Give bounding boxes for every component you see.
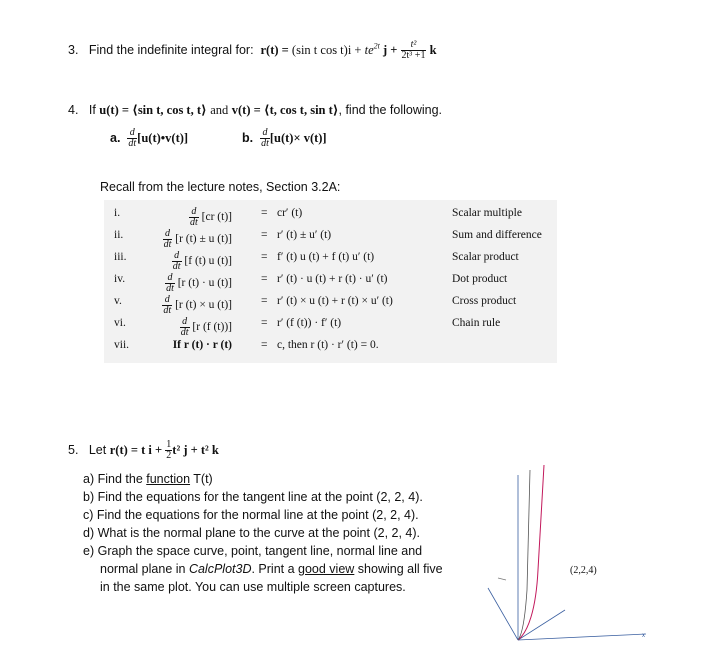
half-fraction: $\frac{1}{2}$: [166, 439, 172, 461]
y-axis: [518, 634, 646, 640]
term-3-unit: k: [426, 42, 437, 57]
list-item: d) What is the normal plane to the curve at the point (2, 2, 4).: [83, 526, 421, 540]
part-b-label: b.: [242, 130, 254, 145]
axis-label: x: [642, 633, 645, 639]
space-curve: [518, 465, 544, 640]
space-curve-graph: [470, 460, 700, 652]
v-definition: v(t) = ⟨t, cos t, sin t⟩: [231, 103, 339, 117]
list-item: a) Find the function T(t): [83, 472, 213, 486]
rule-row: iv. $\frac{d}{dt}$ [r (t) · u (t)] = r′ (t) · u (t) + r (t) · u′ (t) Dot product: [114, 272, 508, 294]
part-a: [110, 128, 188, 149]
rule-row: vii. If r (t) · r (t) = c, then r (t) · r′ (t) = 0.: [114, 339, 379, 351]
problem-number: 5.: [68, 442, 79, 457]
part-b: [242, 128, 327, 149]
problem-number: 4.: [68, 103, 79, 117]
list-item: e) Graph the space curve, point, tangent line, normal line and: [83, 544, 423, 558]
problem-5: [68, 440, 219, 461]
r-definition-pre: r(t) = t i +: [109, 442, 166, 457]
part-a-label: a.: [110, 130, 121, 145]
recall-heading: Recall from the lecture notes, Section 3.2A:: [100, 180, 341, 194]
problem-3: [68, 40, 437, 61]
problem-5-items: [83, 470, 443, 596]
rule-row: iii. $\frac{d}{dt}$ [f (t) u (t)] = f′ (t) u (t) + f (t) u′ (t) Scalar product: [114, 250, 519, 272]
list-item: b) Find the equations for the tangent line at the point (2, 2, 4).: [83, 490, 423, 504]
function-link[interactable]: function: [146, 472, 191, 486]
rule-row: v. $\frac{d}{dt}$ [r (t) × u (t)] = r′ (t) × u (t) + r (t) × u′ (t) Cross product: [114, 294, 517, 316]
term-3-fraction: $\frac{\text{t²}}{\text{2t³ +1}}$: [401, 39, 426, 61]
problem-number: 3.: [68, 42, 79, 57]
derivative-operator: $\frac{d}{dt}$: [128, 127, 137, 149]
problem-prompt: Find the indefinite integral for:: [88, 42, 254, 57]
r-definition-post: t² j + t² k: [172, 442, 219, 457]
r-lhs: r(t) =: [260, 42, 292, 57]
list-item-continuation: in the same plot. You can use multiple screen captures.: [100, 580, 406, 594]
point-label: (2,2,4): [570, 565, 597, 576]
x-axis: [488, 588, 518, 640]
rule-row: ii. $\frac{d}{dt}$ [r (t) ± u (t)] = r′ (t) ± u′ (t) Sum and difference: [114, 228, 542, 250]
term-1: (sin t cos t)i +: [291, 42, 365, 57]
part-a-expression: [u(t)•v(t)]: [137, 130, 189, 145]
calcplot3d-name: CalcPlot3D: [188, 562, 252, 576]
rule-row: i. $\frac{d}{dt}$ [cr (t)] = cr′ (t) Scalar multiple: [114, 206, 522, 228]
problem-4: [68, 102, 442, 118]
problem-prompt: Let: [88, 442, 107, 457]
good-view-link[interactable]: good view: [298, 562, 355, 576]
recall-table: [104, 200, 557, 363]
problem-prompt-pre: If: [88, 103, 96, 117]
and-word: and: [210, 103, 229, 117]
list-item: c) Find the equations for the normal line at the point (2, 2, 4).: [83, 508, 419, 522]
derivative-operator: $\frac{d}{dt}$: [261, 127, 269, 149]
rule-row: vi. $\frac{d}{dt}$ [r (f (t))] = r′ (f (t)) · f′ (t) Chain rule: [114, 316, 501, 338]
curve-projection: [518, 470, 530, 640]
u-definition: u(t) = ⟨sin t, cos t, t⟩: [99, 103, 207, 117]
term-2-unit: j +: [379, 42, 401, 57]
term-2-base: te: [364, 42, 374, 57]
axis-tick: [498, 578, 506, 580]
term-2-exp: 2t: [373, 41, 380, 51]
problem-prompt-post: , find the following.: [338, 103, 443, 117]
part-b-expression: [u(t)× v(t)]: [269, 130, 327, 145]
list-item-continuation: normal plane in CalcPlot3D. Print a good view showing all five: [100, 562, 443, 576]
